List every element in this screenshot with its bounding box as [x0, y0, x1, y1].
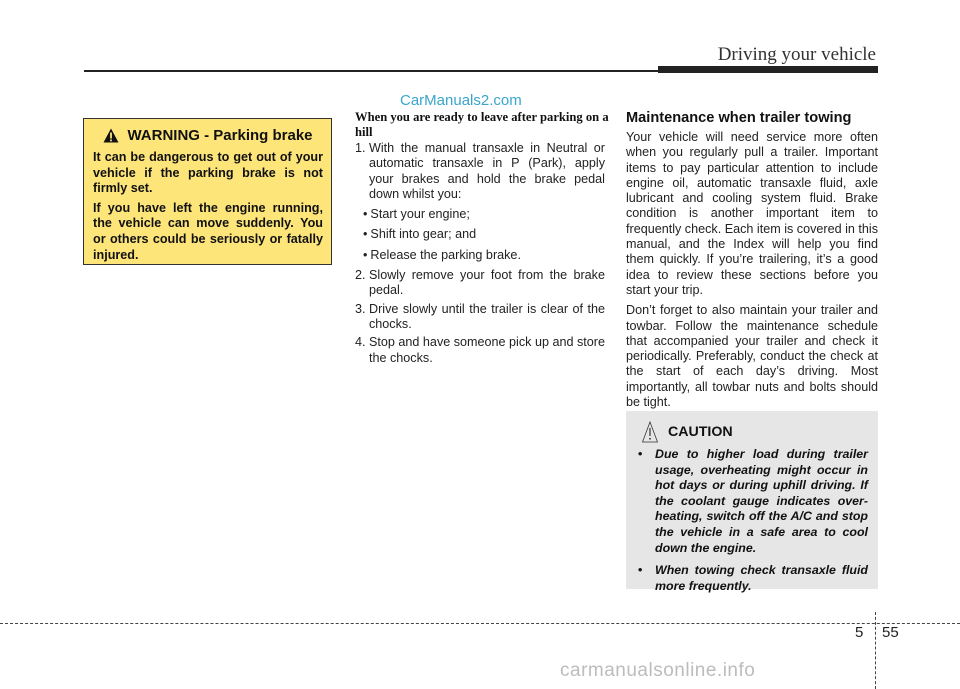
- caution-item: [634, 447, 868, 556]
- section-heading-leave: When you are ready to leave after parking on a hill: [355, 110, 609, 139]
- header-rule-accent: [658, 66, 878, 73]
- warning-title: WARNING - Parking brake: [127, 127, 313, 144]
- caution-text: When towing check transaxle fluid more frequently.: [655, 563, 868, 593]
- list-item: [355, 335, 605, 366]
- page-header-title: Driving your vehicle: [717, 44, 876, 65]
- bullet-icon: •: [363, 247, 368, 262]
- maintenance-body: [626, 130, 878, 415]
- bullet-icon: •: [638, 563, 643, 578]
- warning-triangle-icon: [103, 128, 119, 143]
- page-number: 55: [882, 624, 899, 641]
- substep: [355, 227, 605, 242]
- list-item: [355, 302, 605, 333]
- footer-rule: [0, 623, 960, 624]
- step-text: Stop and have someone pick up and store the chocks.: [369, 335, 605, 365]
- list-item: [355, 268, 605, 299]
- substep-text: Release the parking brake.: [370, 247, 521, 262]
- section-heading-maintenance: Maintenance when trailer towing: [626, 110, 852, 126]
- bullet-icon: •: [638, 447, 643, 461]
- step-text: Drive slowly until the trailer is clear of the chocks.: [369, 301, 605, 331]
- caution-header: [642, 421, 868, 443]
- substep: [355, 248, 605, 263]
- bullet-icon: •: [363, 207, 368, 222]
- caution-triangle-icon: [642, 421, 658, 443]
- step-number: 3.: [355, 301, 366, 316]
- watermark-bottom: carmanualsonline.info: [560, 660, 756, 681]
- chapter-number: 5: [855, 624, 864, 641]
- substep: [355, 207, 605, 222]
- step-number: 1.: [355, 141, 366, 155]
- watermark-link[interactable]: CarManuals2.com: [400, 92, 522, 109]
- caution-text: Due to higher load during trailer usage, overheating might occur in hot days or during uphill driving. If the coolant gauge indicates over-heating, switch off the A/C and stop the vehicle in a safe area to cool down the engine.: [655, 447, 868, 555]
- substep-text: Shift into gear; and: [370, 227, 477, 242]
- step-text: Slowly remove your foot from the brake pedal.: [369, 268, 605, 298]
- warning-text: If you have left the engine running, the vehicle can move suddenly. You or others could be seriously or fatally injured.: [93, 200, 323, 262]
- warning-header: [93, 127, 323, 144]
- maintenance-paragraph: Your vehicle will need service more often when you regularly pull a trailer. Important items to pay particular attention to include engine oil, automatic transaxle fluid, axle lubricant and cooling system fluid. Brake condition is another important item to frequently check. Each item is covered in this manual, and the Index will help you find them quickly. If you’re trailering, it’s a good idea to review these sections before you start your trip.: [626, 130, 878, 297]
- steps-list: [355, 141, 605, 369]
- list-item: [355, 141, 605, 202]
- footer-divider: [875, 612, 876, 689]
- step-number: 2.: [355, 268, 366, 283]
- step-number: 4.: [355, 335, 366, 350]
- caution-title: CAUTION: [668, 424, 733, 440]
- warning-text: It can be dangerous to get out of your vehicle if the parking brake is not firmly set.: [93, 150, 323, 196]
- maintenance-paragraph: Don’t forget to also maintain your trailer and towbar. Follow the maintenance schedule that accompanied your trailer and check it periodically. Preferably, conduct the check at the start of each day’s driving. Most importantly, all towbar nuts and bolts should be tight.: [626, 303, 878, 410]
- bullet-icon: •: [363, 227, 368, 242]
- warning-box: [83, 118, 332, 265]
- step-text: With the manual transaxle in Neutral or automatic transaxle in P (Park), apply your brakes and hold the brake pedal down whilst you:: [369, 141, 605, 201]
- substep-text: Start your engine;: [370, 207, 470, 222]
- caution-item: [634, 563, 868, 594]
- caution-box: [626, 411, 878, 593]
